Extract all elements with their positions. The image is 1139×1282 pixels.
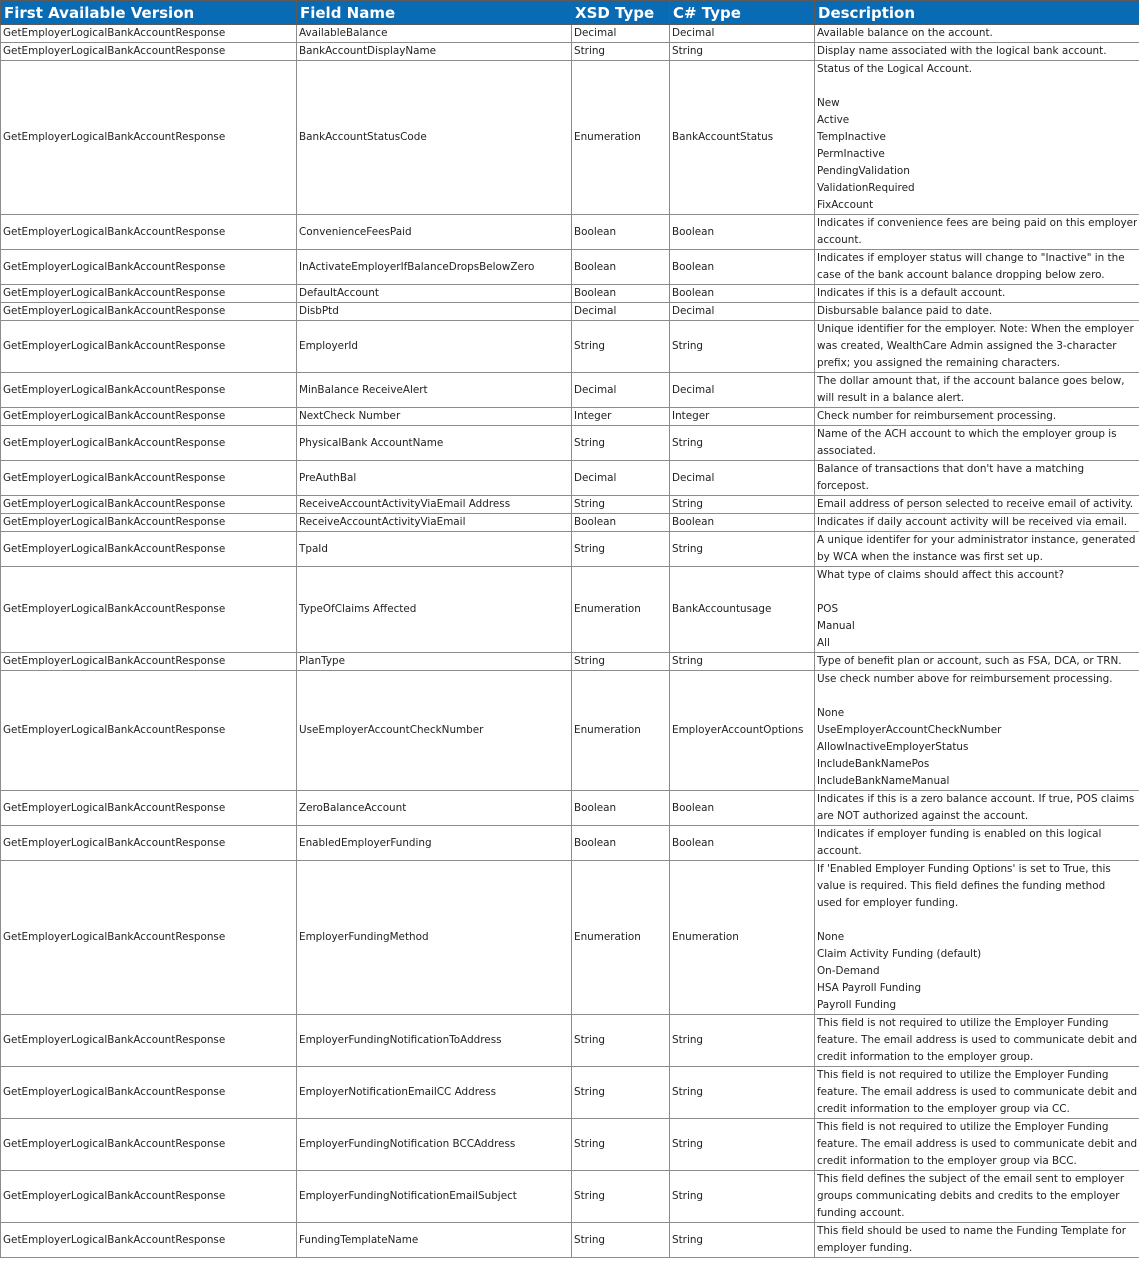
version-cell: GetEmployerLogicalBankAccountResponse: [1, 653, 297, 671]
xsd-type-cell: Decimal: [572, 461, 670, 496]
xsd-type-cell: String: [572, 1067, 670, 1119]
description-cell: [815, 1015, 1139, 1067]
version-cell: GetEmployerLogicalBankAccountResponse: [1, 461, 297, 496]
description-line: will result in a balance alert.: [817, 392, 965, 404]
description-cell: [815, 653, 1139, 671]
table-row: [1, 426, 1139, 461]
table-row: [1, 826, 1139, 861]
csharp-type-cell: BankAccountusage: [670, 567, 815, 653]
version-cell: GetEmployerLogicalBankAccountResponse: [1, 1119, 297, 1171]
csharp-type-cell: String: [670, 1015, 815, 1067]
table-row: [1, 653, 1139, 671]
header-first-available-version: First Available Version: [1, 1, 297, 25]
description-line: If 'Enabled Employer Funding Options' is set to True, this: [817, 863, 1111, 875]
description-line: Indicates if convenience fees are being paid on this employer: [817, 217, 1137, 229]
xsd-type-cell: Boolean: [572, 826, 670, 861]
description-cell: [815, 671, 1139, 791]
version-cell: GetEmployerLogicalBankAccountResponse: [1, 671, 297, 791]
description-line: This field defines the subject of the email sent to employer: [817, 1173, 1125, 1185]
description-line: New: [817, 97, 840, 109]
xsd-type-cell: Enumeration: [572, 61, 670, 215]
description-cell: [815, 25, 1139, 43]
csharp-type-cell: BankAccountStatus: [670, 61, 815, 215]
description-line: TempInactive: [817, 131, 886, 143]
csharp-type-cell: String: [670, 1171, 815, 1223]
description-line: A unique identifer for your administrator instance, generated: [817, 534, 1136, 546]
csharp-type-cell: String: [670, 1223, 815, 1258]
version-cell: GetEmployerLogicalBankAccountResponse: [1, 791, 297, 826]
xsd-type-cell: Boolean: [572, 514, 670, 532]
description-line: forcepost.: [817, 480, 869, 492]
field-name-cell: EmployerId: [297, 321, 572, 373]
csharp-type-cell: Decimal: [670, 461, 815, 496]
csharp-type-cell: Decimal: [670, 373, 815, 408]
description-cell: [815, 461, 1139, 496]
description-line: funding account.: [817, 1207, 905, 1219]
csharp-type-cell: Boolean: [670, 826, 815, 861]
description-cell: [815, 285, 1139, 303]
header-field-name: Field Name: [297, 1, 572, 25]
csharp-type-cell: String: [670, 653, 815, 671]
field-name-cell: InActivateEmployerIfBalanceDropsBelowZero: [297, 250, 572, 285]
version-cell: GetEmployerLogicalBankAccountResponse: [1, 43, 297, 61]
description-line: value is required. This field defines the funding method: [817, 880, 1106, 892]
header-row: [1, 1, 1139, 25]
table-row: [1, 514, 1139, 532]
field-name-cell: UseEmployerAccountCheckNumber: [297, 671, 572, 791]
csharp-type-cell: Boolean: [670, 215, 815, 250]
field-name-cell: EmployerNotificationEmailCC Address: [297, 1067, 572, 1119]
field-name-cell: MinBalance ReceiveAlert: [297, 373, 572, 408]
field-name-cell: TpaId: [297, 532, 572, 567]
description-cell: [815, 426, 1139, 461]
description-cell: [815, 496, 1139, 514]
version-cell: GetEmployerLogicalBankAccountResponse: [1, 250, 297, 285]
csharp-type-cell: Boolean: [670, 285, 815, 303]
table-row: [1, 791, 1139, 826]
xsd-type-cell: String: [572, 321, 670, 373]
field-name-cell: NextCheck Number: [297, 408, 572, 426]
description-line: Display name associated with the logical bank account.: [817, 45, 1107, 57]
description-cell: [815, 514, 1139, 532]
csharp-type-cell: String: [670, 1067, 815, 1119]
xsd-type-cell: Decimal: [572, 25, 670, 43]
description-cell: [815, 215, 1139, 250]
description-line: PendingValidation: [817, 165, 910, 177]
version-cell: GetEmployerLogicalBankAccountResponse: [1, 373, 297, 408]
header-csharp-type: C# Type: [670, 1, 815, 25]
table-row: [1, 321, 1139, 373]
csharp-type-cell: Decimal: [670, 25, 815, 43]
description-line: groups communicating debits and credits to the employer: [817, 1190, 1120, 1202]
description-line: prefix; you assigned the remaining characters.: [817, 357, 1061, 369]
field-name-cell: ReceiveAccountActivityViaEmail: [297, 514, 572, 532]
description-line: None: [817, 931, 845, 943]
xsd-type-cell: String: [572, 653, 670, 671]
description-cell: [815, 61, 1139, 215]
version-cell: GetEmployerLogicalBankAccountResponse: [1, 1223, 297, 1258]
description-line: Indicates if this is a zero balance account. If true, POS claims: [817, 793, 1135, 805]
field-name-cell: DefaultAccount: [297, 285, 572, 303]
version-cell: GetEmployerLogicalBankAccountResponse: [1, 1171, 297, 1223]
version-cell: GetEmployerLogicalBankAccountResponse: [1, 567, 297, 653]
version-cell: GetEmployerLogicalBankAccountResponse: [1, 408, 297, 426]
xsd-type-cell: Integer: [572, 408, 670, 426]
description-cell: [815, 1119, 1139, 1171]
description-line: This field is not required to utilize the Employer Funding: [817, 1121, 1109, 1133]
description-line: Claim Activity Funding (default): [817, 948, 982, 960]
xsd-type-cell: Boolean: [572, 250, 670, 285]
description-line: credit information to the employer group via CC.: [817, 1103, 1070, 1115]
description-line: All: [817, 637, 830, 649]
field-name-cell: TypeOfClaims Affected: [297, 567, 572, 653]
csharp-type-cell: String: [670, 426, 815, 461]
description-cell: [815, 826, 1139, 861]
description-line: feature. The email address is used to communicate debit and: [817, 1034, 1137, 1046]
table-row: [1, 285, 1139, 303]
version-cell: GetEmployerLogicalBankAccountResponse: [1, 426, 297, 461]
field-name-cell: EmployerFundingMethod: [297, 861, 572, 1015]
description-line: [817, 78, 1137, 95]
field-name-cell: ConvenienceFeesPaid: [297, 215, 572, 250]
table-row: [1, 373, 1139, 408]
table-row: [1, 215, 1139, 250]
table-row: [1, 1067, 1139, 1119]
version-cell: GetEmployerLogicalBankAccountResponse: [1, 1067, 297, 1119]
description-line: HSA Payroll Funding: [817, 982, 922, 994]
field-name-cell: ZeroBalanceAccount: [297, 791, 572, 826]
description-line: AllowInactiveEmployerStatus: [817, 741, 969, 753]
description-line: IncludeBankNamePos: [817, 758, 930, 770]
table-row: [1, 671, 1139, 791]
table-row: [1, 532, 1139, 567]
description-cell: [815, 791, 1139, 826]
version-cell: GetEmployerLogicalBankAccountResponse: [1, 1015, 297, 1067]
table-row: [1, 250, 1139, 285]
description-line: feature. The email address is used to communicate debit and: [817, 1138, 1137, 1150]
table-row: [1, 461, 1139, 496]
version-cell: GetEmployerLogicalBankAccountResponse: [1, 285, 297, 303]
description-cell: [815, 1223, 1139, 1258]
description-line: Type of benefit plan or account, such as FSA, DCA, or TRN.: [817, 655, 1122, 667]
field-name-cell: EnabledEmployerFunding: [297, 826, 572, 861]
description-line: POS: [817, 603, 839, 615]
description-line: used for employer funding.: [817, 897, 959, 909]
description-cell: [815, 1067, 1139, 1119]
table-row: [1, 408, 1139, 426]
version-cell: GetEmployerLogicalBankAccountResponse: [1, 496, 297, 514]
field-name-cell: DisbPtd: [297, 303, 572, 321]
version-cell: GetEmployerLogicalBankAccountResponse: [1, 514, 297, 532]
description-line: Status of the Logical Account.: [817, 63, 973, 75]
description-cell: [815, 532, 1139, 567]
description-line: IncludeBankNameManual: [817, 775, 950, 787]
description-line: Payroll Funding: [817, 999, 897, 1011]
table-row: [1, 61, 1139, 215]
table-row: [1, 43, 1139, 61]
description-line: What type of claims should affect this account?: [817, 569, 1065, 581]
description-line: None: [817, 707, 845, 719]
csharp-type-cell: String: [670, 496, 815, 514]
table-row: [1, 861, 1139, 1015]
description-line: was created, WealthCare Admin assigned the 3-character: [817, 340, 1117, 352]
version-cell: GetEmployerLogicalBankAccountResponse: [1, 25, 297, 43]
description-line: Check number for reimbursement processing.: [817, 410, 1057, 422]
description-line: are NOT authorized against the account.: [817, 810, 1029, 822]
field-name-cell: BankAccountStatusCode: [297, 61, 572, 215]
xsd-type-cell: String: [572, 496, 670, 514]
xsd-type-cell: Enumeration: [572, 567, 670, 653]
description-line: [817, 688, 1137, 705]
csharp-type-cell: String: [670, 532, 815, 567]
csharp-type-cell: Boolean: [670, 514, 815, 532]
table-row: [1, 303, 1139, 321]
field-name-cell: AvailableBalance: [297, 25, 572, 43]
description-line: Active: [817, 114, 850, 126]
xsd-type-cell: String: [572, 1223, 670, 1258]
csharp-type-cell: Enumeration: [670, 861, 815, 1015]
csharp-type-cell: Boolean: [670, 250, 815, 285]
description-line: This field is not required to utilize the Employer Funding: [817, 1069, 1109, 1081]
version-cell: GetEmployerLogicalBankAccountResponse: [1, 303, 297, 321]
description-line: Disbursable balance paid to date.: [817, 305, 993, 317]
table-row: [1, 1171, 1139, 1223]
xsd-type-cell: String: [572, 1171, 670, 1223]
field-name-cell: PhysicalBank AccountName: [297, 426, 572, 461]
xsd-type-cell: String: [572, 1015, 670, 1067]
field-name-cell: PlanType: [297, 653, 572, 671]
field-name-cell: PreAuthBal: [297, 461, 572, 496]
version-cell: GetEmployerLogicalBankAccountResponse: [1, 532, 297, 567]
xsd-type-cell: Enumeration: [572, 671, 670, 791]
description-line: Use check number above for reimbursement processing.: [817, 673, 1113, 685]
table-row: [1, 1119, 1139, 1171]
description-line: credit information to the employer group.: [817, 1051, 1034, 1063]
description-line: FixAccount: [817, 199, 874, 211]
description-line: Unique identifier for the employer. Note: When the employer: [817, 323, 1134, 335]
csharp-type-cell: String: [670, 321, 815, 373]
table-row: [1, 496, 1139, 514]
description-line: Indicates if employer funding is enabled on this logical: [817, 828, 1102, 840]
field-name-cell: FundingTemplateName: [297, 1223, 572, 1258]
csharp-type-cell: Boolean: [670, 791, 815, 826]
description-line: Available balance on the account.: [817, 27, 993, 39]
description-line: This field should be used to name the Funding Template for: [817, 1225, 1126, 1237]
description-cell: [815, 1171, 1139, 1223]
description-line: On-Demand: [817, 965, 880, 977]
xsd-type-cell: String: [572, 426, 670, 461]
version-cell: GetEmployerLogicalBankAccountResponse: [1, 826, 297, 861]
description-cell: [815, 321, 1139, 373]
description-cell: [815, 567, 1139, 653]
csharp-type-cell: Decimal: [670, 303, 815, 321]
description-line: case of the bank account balance dropping below zero.: [817, 269, 1105, 281]
version-cell: GetEmployerLogicalBankAccountResponse: [1, 861, 297, 1015]
description-line: PermInactive: [817, 148, 885, 160]
version-cell: GetEmployerLogicalBankAccountResponse: [1, 321, 297, 373]
xsd-type-cell: Decimal: [572, 303, 670, 321]
description-line: UseEmployerAccountCheckNumber: [817, 724, 1002, 736]
field-name-cell: EmployerFundingNotificationEmailSubject: [297, 1171, 572, 1223]
description-line: Name of the ACH account to which the employer group is: [817, 428, 1117, 440]
description-line: Indicates if daily account activity will be received via email.: [817, 516, 1128, 528]
header-xsd-type: XSD Type: [572, 1, 670, 25]
field-name-cell: BankAccountDisplayName: [297, 43, 572, 61]
description-cell: [815, 303, 1139, 321]
description-cell: [815, 861, 1139, 1015]
description-line: Indicates if this is a default account.: [817, 287, 1006, 299]
xsd-type-cell: Boolean: [572, 791, 670, 826]
field-name-cell: ReceiveAccountActivityViaEmail Address: [297, 496, 572, 514]
table-row: [1, 1223, 1139, 1258]
description-cell: [815, 250, 1139, 285]
description-cell: [815, 408, 1139, 426]
xsd-type-cell: String: [572, 43, 670, 61]
description-line: Indicates if employer status will change to "Inactive" in the: [817, 252, 1125, 264]
xsd-type-cell: Boolean: [572, 285, 670, 303]
xsd-type-cell: Enumeration: [572, 861, 670, 1015]
table-row: [1, 1015, 1139, 1067]
xsd-type-cell: Boolean: [572, 215, 670, 250]
description-line: [817, 912, 1137, 929]
description-line: Balance of transactions that don't have a matching: [817, 463, 1085, 475]
description-line: feature. The email address is used to communicate debit and: [817, 1086, 1137, 1098]
description-line: [817, 584, 1137, 601]
description-cell: [815, 43, 1139, 61]
csharp-type-cell: EmployerAccountOptions: [670, 671, 815, 791]
field-name-cell: EmployerFundingNotification BCCAddress: [297, 1119, 572, 1171]
description-line: Manual: [817, 620, 855, 632]
version-cell: GetEmployerLogicalBankAccountResponse: [1, 215, 297, 250]
description-line: Email address of person selected to receive email of activity.: [817, 498, 1134, 510]
xsd-type-cell: String: [572, 532, 670, 567]
description-line: employer funding.: [817, 1242, 913, 1254]
table-row: [1, 25, 1139, 43]
description-line: by WCA when the instance was first set up.: [817, 551, 1043, 563]
version-cell: GetEmployerLogicalBankAccountResponse: [1, 61, 297, 215]
description-line: credit information to the employer group via BCC.: [817, 1155, 1077, 1167]
csharp-type-cell: String: [670, 1119, 815, 1171]
description-line: This field is not required to utilize the Employer Funding: [817, 1017, 1109, 1029]
csharp-type-cell: String: [670, 43, 815, 61]
description-line: associated.: [817, 445, 876, 457]
description-line: The dollar amount that, if the account balance goes below,: [817, 375, 1125, 387]
xsd-type-cell: Decimal: [572, 373, 670, 408]
description-line: account.: [817, 845, 862, 857]
header-description: Description: [815, 1, 1139, 25]
csharp-type-cell: Integer: [670, 408, 815, 426]
field-name-cell: EmployerFundingNotificationToAddress: [297, 1015, 572, 1067]
description-cell: [815, 373, 1139, 408]
description-line: account.: [817, 234, 862, 246]
xsd-type-cell: String: [572, 1119, 670, 1171]
description-line: ValidationRequired: [817, 182, 915, 194]
table-row: [1, 567, 1139, 653]
